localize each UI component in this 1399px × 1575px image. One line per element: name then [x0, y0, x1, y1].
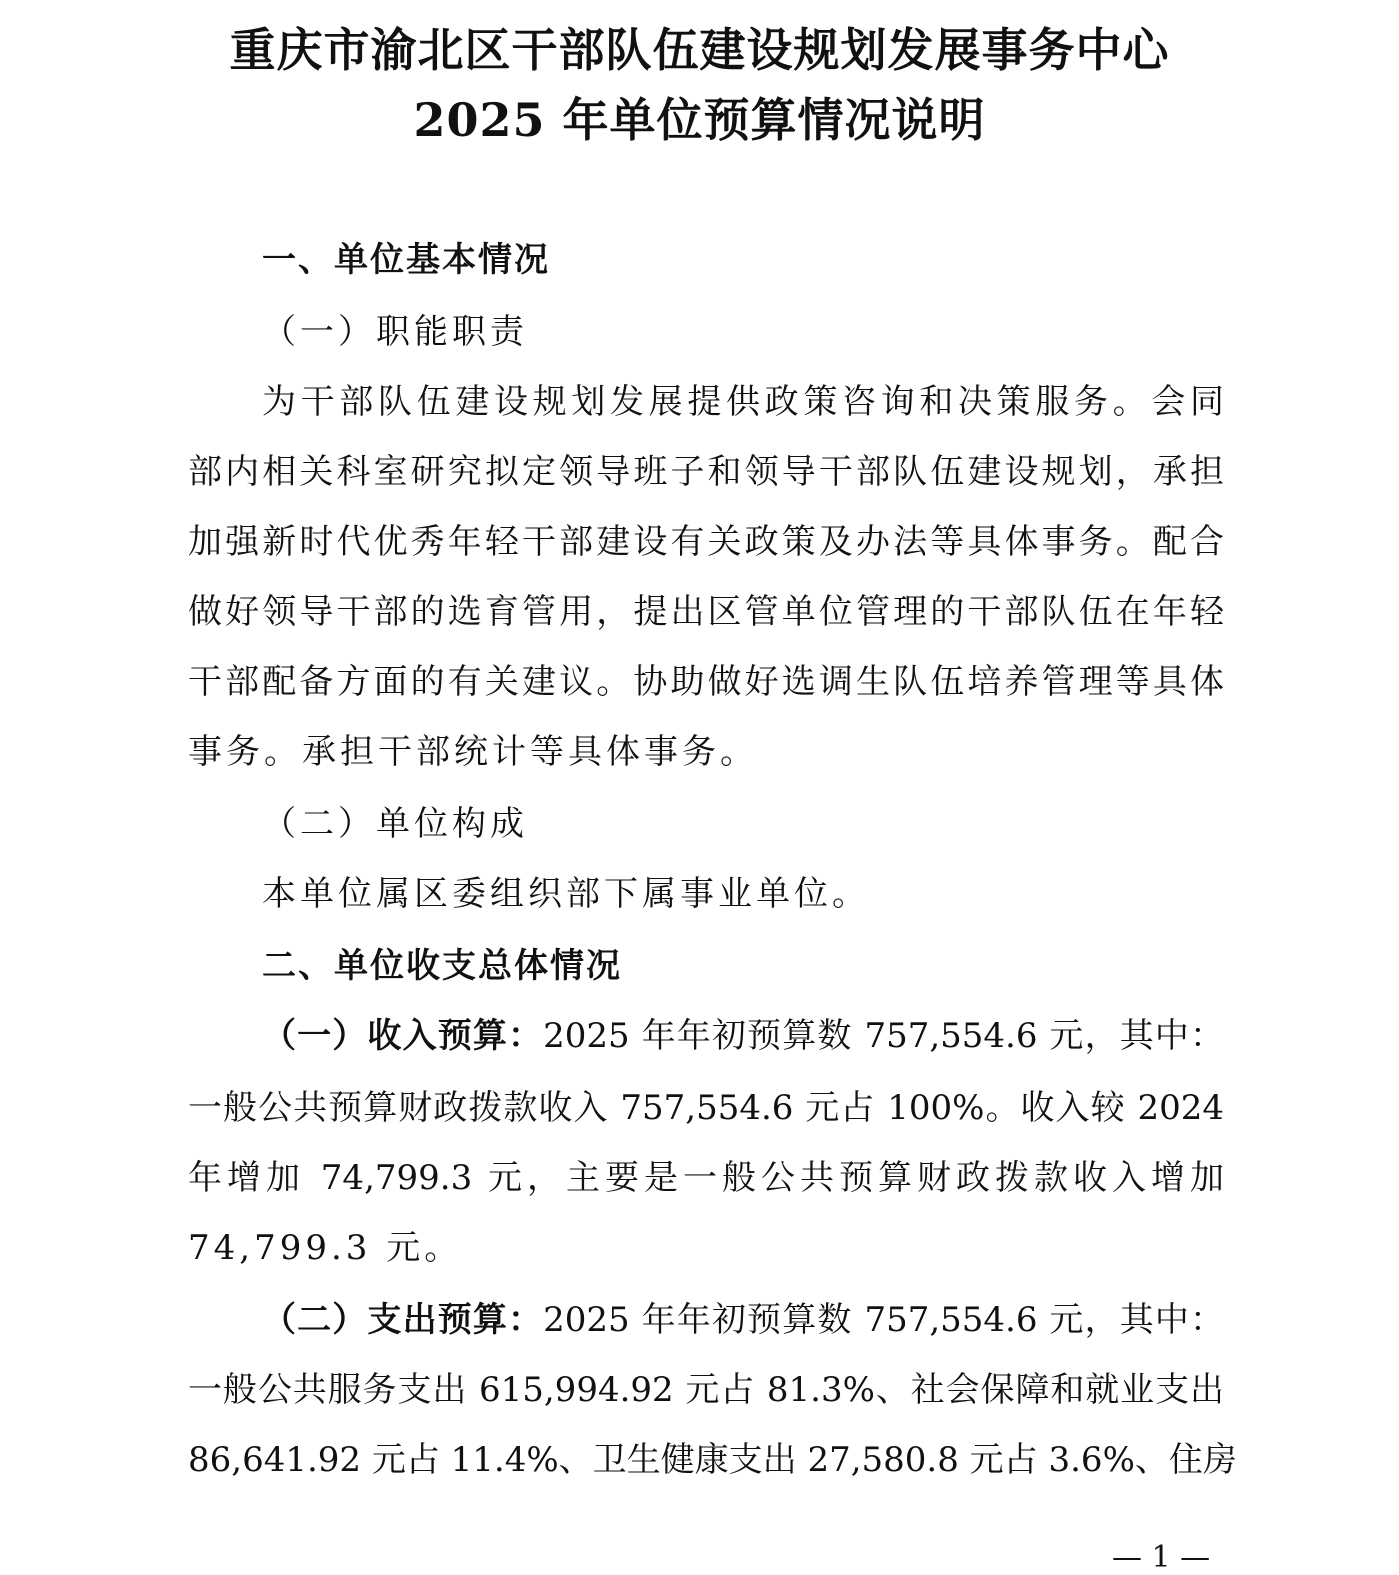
section-2-heading: 二、单位收支总体情况 [262, 946, 622, 986]
paragraph-line: 干部配备方面的有关建议。协助做好选调生队伍培养管理等具体 [188, 662, 1224, 702]
section-1-heading: 一、单位基本情况 [262, 240, 550, 280]
paragraph-line: 加强新时代优秀年轻干部建设有关政策及办法等具体事务。配合 [188, 522, 1224, 562]
income-first-line [262, 1008, 1224, 1057]
paragraph-line: 86,641.92 元占 11.4%、卫生健康支出 27,580.8 元占 3.6%、住房 [188, 1440, 1237, 1480]
paragraph-line: 事务。承担干部统计等具体事务。 [188, 732, 758, 772]
paragraph-line: 一般公共服务支出 615,994.92 元占 81.3%、社会保障和就业支出 [188, 1370, 1224, 1410]
subsection-functions-label: （一）职能职责 [262, 312, 528, 352]
paragraph-line: 做好领导干部的选育管用，提出区管单位管理的干部队伍在年轻 [188, 592, 1224, 632]
income-label: （一）收入预算： [262, 1016, 544, 1056]
document-title-line-1: 重庆市渝北区干部队伍建设规划发展事务中心 [229, 23, 1170, 77]
page-number: — 1 — [1112, 1540, 1211, 1575]
paragraph-line: 为干部队伍建设规划发展提供政策咨询和决策服务。会同 [262, 382, 1224, 422]
paragraph-line: 本单位属区委组织部下属事业单位。 [262, 874, 870, 914]
expense-first-line [262, 1292, 1224, 1341]
paragraph-line: 部内相关科室研究拟定领导班子和领导干部队伍建设规划，承担 [188, 452, 1224, 492]
expense-first-rest: 2025 年年初预算数 757,554.6 元，其中： [543, 1300, 1225, 1340]
paragraph-line: 年增加 74,799.3 元，主要是一般公共预算财政拨款收入增加 [188, 1158, 1224, 1198]
document-title-line-2: 2025 年单位预算情况说明 [413, 93, 986, 147]
paragraph-line: 一般公共预算财政拨款收入 757,554.6 元占 100%。收入较 2024 [188, 1088, 1224, 1128]
paragraph-line: 74,799.3 元。 [188, 1228, 463, 1268]
income-first-rest: 2025 年年初预算数 757,554.6 元，其中： [543, 1016, 1225, 1056]
expense-label: （二）支出预算： [262, 1300, 544, 1340]
subsection-composition-label: （二）单位构成 [262, 804, 528, 844]
